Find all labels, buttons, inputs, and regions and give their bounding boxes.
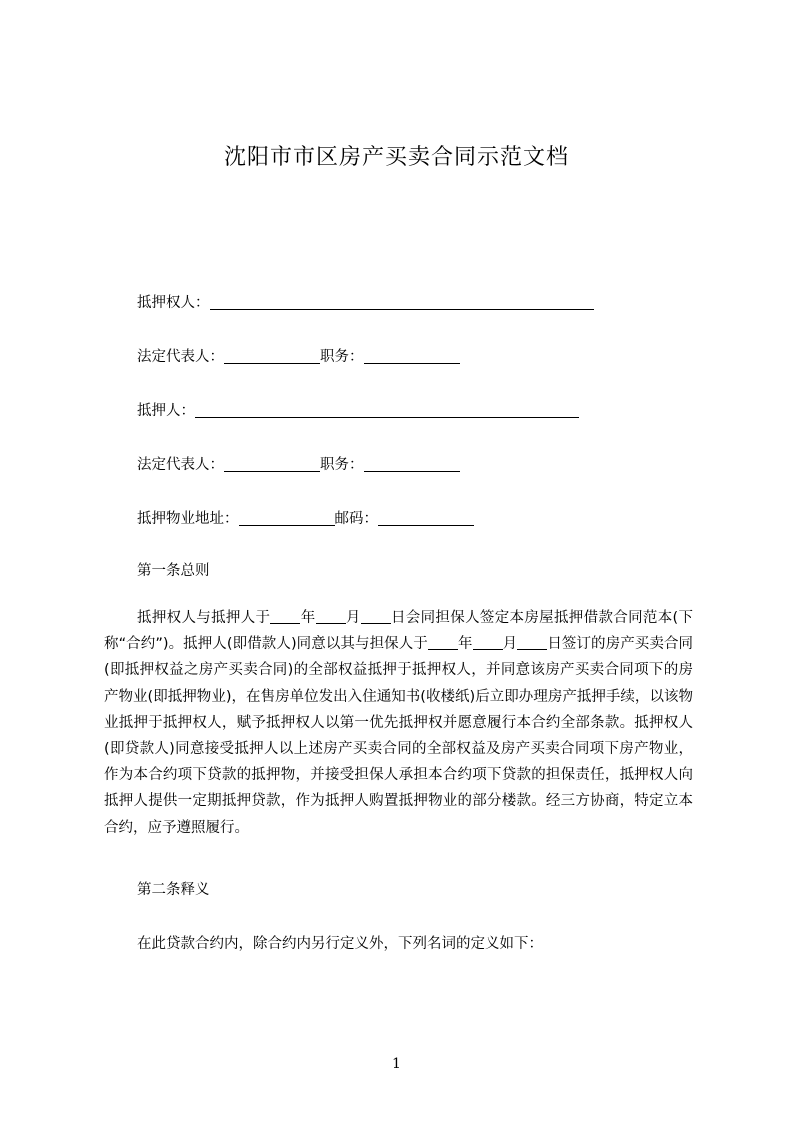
mortgagor-blank[interactable]: [195, 403, 579, 418]
year-blank[interactable]: [428, 636, 458, 650]
property-address-blank[interactable]: [239, 511, 335, 526]
document-title: 沈阳市市区房产买卖合同示范文档: [223, 145, 569, 170]
position-blank[interactable]: [364, 349, 460, 364]
article-2-intro: 在此贷款合约内，除合约内另行定义外，下列名词的定义如下：: [137, 936, 543, 952]
article-2-heading: 第二条释义: [137, 882, 210, 898]
paragraph-text: 抵押权人与抵押人于: [137, 610, 271, 626]
position-blank[interactable]: [364, 457, 460, 472]
legal-rep-label: 法定代表人：: [137, 457, 224, 473]
article-1-heading: 第一条总则: [137, 563, 210, 579]
paragraph-text: 日会同担保人签定本房屋抵押借款合同范本(下称“合约”)。抵押人(即借款人)同意以其与担保人于: [104, 610, 694, 653]
postcode-label: 邮码：: [334, 511, 378, 527]
postcode-blank[interactable]: [378, 511, 474, 526]
paragraph-text: 月: [502, 636, 518, 653]
legal-rep-line-1: [137, 345, 460, 366]
article-1-paragraph: [104, 605, 693, 841]
legal-rep-line-2: [137, 453, 460, 474]
month-blank[interactable]: [316, 610, 346, 624]
property-address-label: 抵押物业地址：: [137, 511, 239, 527]
page-number: 1: [392, 1056, 401, 1072]
paragraph-text: 日签订的房产买卖合同(即抵押权益之房产买卖合同)的全部权益抵押于抵押权人，并同意该房产买卖合同项下的房产物业(即抵押物业)，在售房单位发出入住通知书(收楼纸)后立即办理房产抵押手续，以该物业抵押于抵押权人，赋予抵押权人以第一优先抵押权并愿意履行本合约全部条款。抵押权人(即贷款人)同意接受抵押人以上述房产买卖合同的全部权益及房产买卖合同项下房产物业，作为本合约项下贷款的抵押物，并接受担保人承担本合约项下贷款的担保责任，抵押权人向抵押人提供一定期抵押贷款，作为抵押人购置抵押物业的部分楼款。经三方协商，特定立本合约，应予遵照履行。: [104, 636, 694, 836]
mortgagor-line: [137, 399, 579, 420]
legal-rep-blank[interactable]: [224, 349, 320, 364]
day-blank[interactable]: [361, 610, 391, 624]
month-blank[interactable]: [473, 636, 503, 650]
paragraph-text: 年: [457, 636, 473, 653]
legal-rep-blank[interactable]: [224, 457, 320, 472]
mortgagee-blank[interactable]: [210, 295, 594, 310]
mortgagee-line: [137, 291, 594, 312]
property-address-line: [137, 507, 474, 528]
mortgagee-label: 抵押权人：: [137, 295, 210, 311]
legal-rep-label: 法定代表人：: [137, 349, 224, 365]
day-blank[interactable]: [517, 636, 547, 650]
position-label: 职务：: [320, 457, 364, 473]
mortgagor-label: 抵押人：: [137, 403, 195, 419]
paragraph-text: 月: [345, 610, 361, 626]
year-blank[interactable]: [270, 610, 300, 624]
position-label: 职务：: [320, 349, 364, 365]
paragraph-text: 年: [300, 610, 316, 626]
